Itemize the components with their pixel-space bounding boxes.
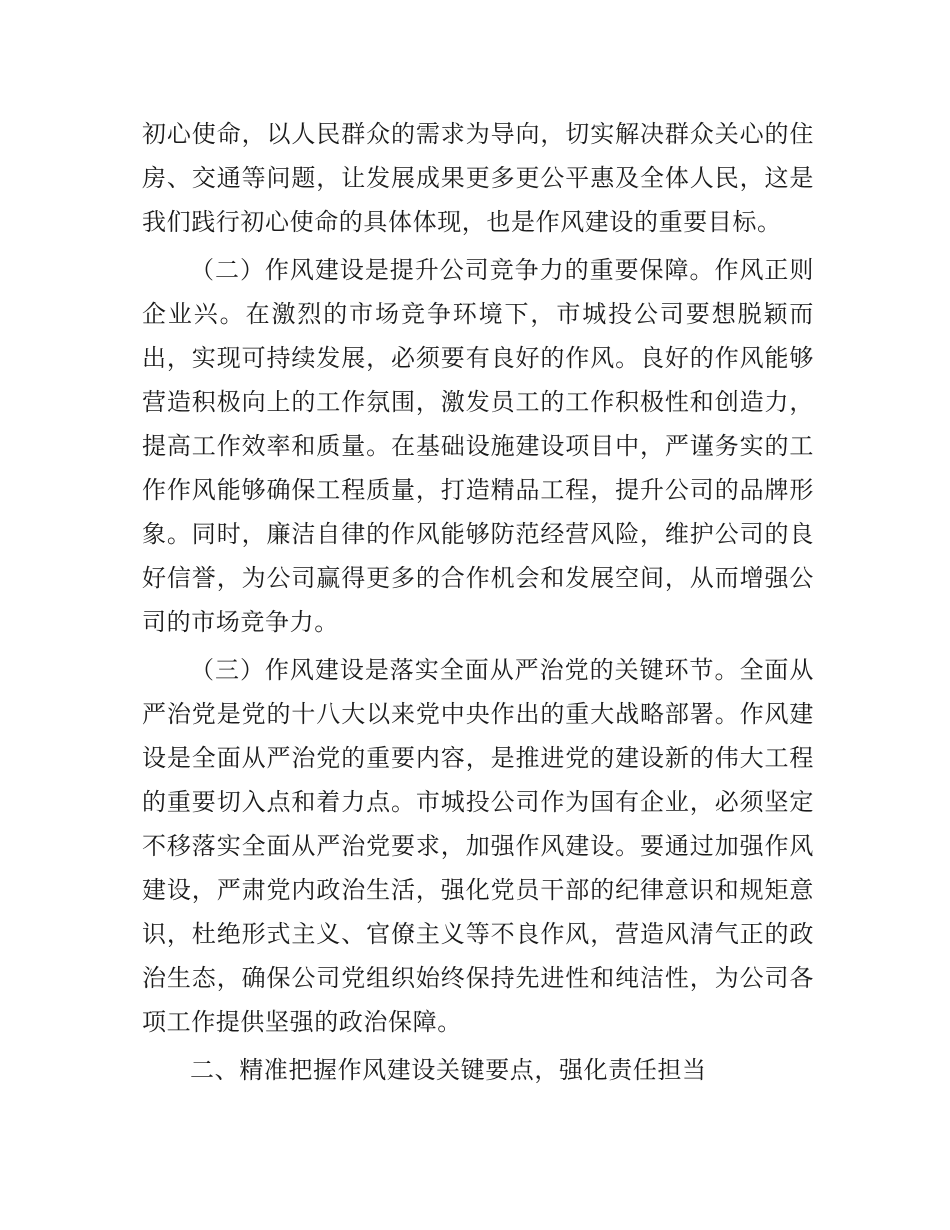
document-page	[142, 112, 814, 1092]
section-heading: 二、精准把握作风建设关键要点，强化责任担当	[190, 1056, 707, 1084]
paragraph-section-3: （三）作风建设是落实全面从严治党的关键环节。全面从严治党是党的十八大以来党中央作出的重大战略部署。作风建设是全面从严治党的重要内容，是推进党的建设新的伟大工程的重要切入点和着力点。市城投公司作为国有企业，必须坚定不移落实全面从严治党要求，加强作风建设。要通过加强作风建设，严肃党内政治生活，强化党员干部的纪律意识和规矩意识，杜绝形式主义、官僚主义等不良作风，营造风清气正的政治生态，确保公司党组织始终保持先进性和纯洁性，为公司各项工作提供坚强的政治保障。	[142, 656, 814, 1036]
paragraph-continuation: 初心使命，以人民群众的需求为导向，切实解决群众关心的住房、交通等问题，让发展成果更多更公平惠及全体人民，这是我们践行初心使命的具体体现，也是作风建设的重要目标。	[142, 120, 814, 236]
paragraph-section-2: （二）作风建设是提升公司竞争力的重要保障。作风正则企业兴。在激烈的市场竞争环境下，市城投公司要想脱颖而出，实现可持续发展，必须要有良好的作风。良好的作风能够营造积极向上的工作氛围，激发员工的工作积极性和创造力，提高工作效率和质量。在基础设施建设项目中，严谨务实的工作作风能够确保工程质量，打造精品工程，提升公司的品牌形象。同时，廉洁自律的作风能够防范经营风险，维护公司的良好信誉，为公司赢得更多的合作机会和发展空间，从而增强公司的市场竞争力。	[142, 256, 814, 636]
